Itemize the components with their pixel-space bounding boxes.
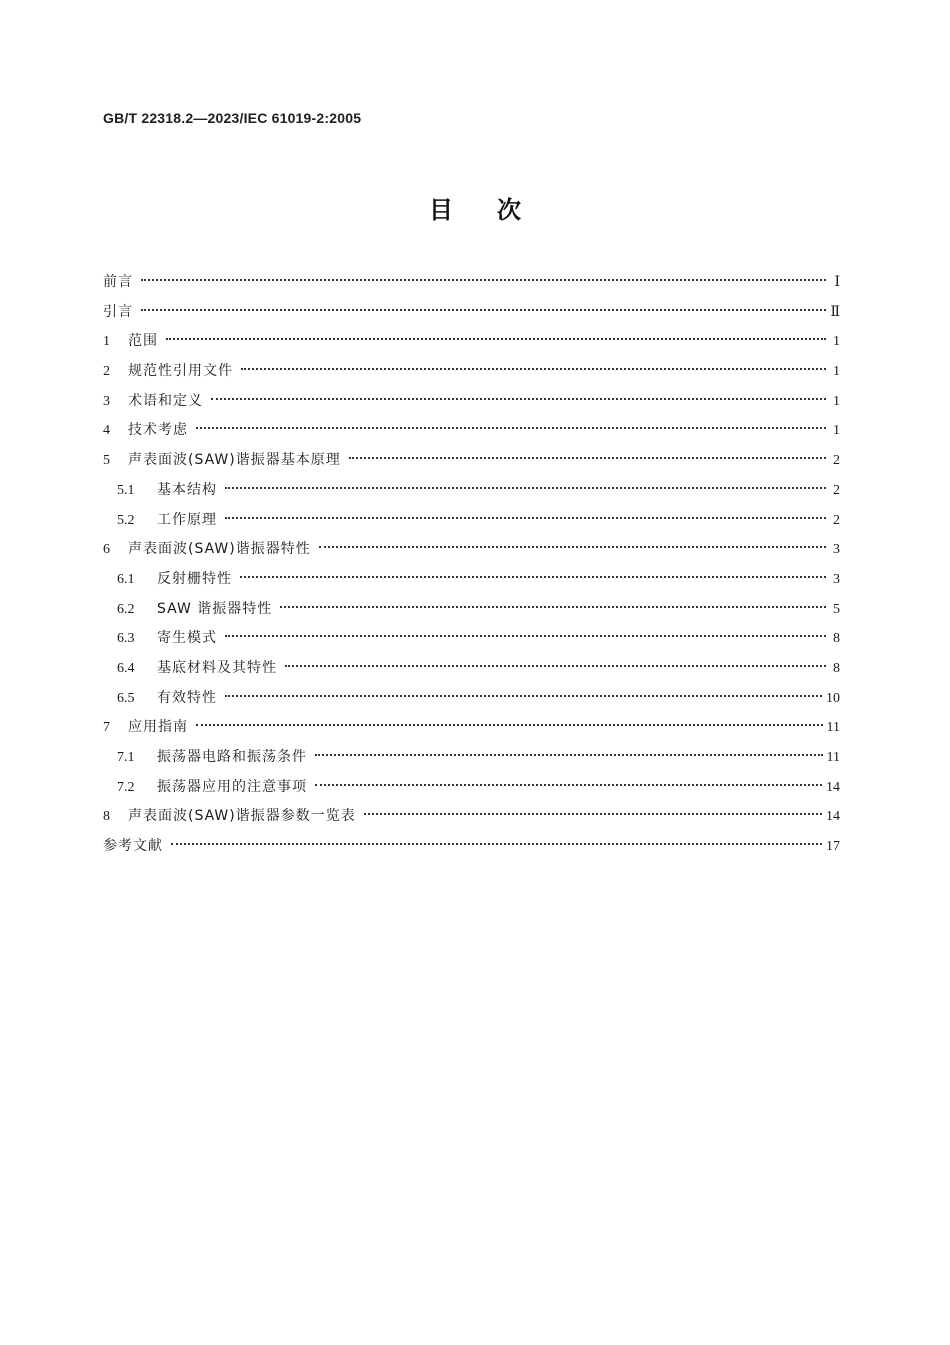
toc-entry-6-5[interactable]: [103, 684, 840, 714]
dot-leader: [225, 517, 826, 519]
dot-leader: [240, 576, 826, 578]
toc-entry-1[interactable]: [103, 327, 840, 357]
toc-entry-page: 11: [826, 750, 840, 765]
toc-entry-number: 6.1: [117, 571, 135, 587]
toc-entry-page: 1: [833, 393, 840, 409]
dot-leader: [141, 279, 826, 281]
dot-leader: [280, 606, 826, 608]
toc-entry-page: 14: [826, 809, 840, 825]
toc-entry-6[interactable]: [103, 535, 840, 565]
dot-leader: [211, 398, 826, 400]
toc-entry-7-2[interactable]: [103, 773, 840, 803]
toc-entry-label: 规范性引用文件: [128, 363, 233, 380]
toc-entry-page: Ⅱ: [830, 304, 840, 320]
toc-entry-page: 1: [833, 364, 840, 380]
toc-entry-page: 2: [833, 482, 840, 498]
table-of-contents: [103, 268, 840, 862]
toc-entry-label: 有效特性: [157, 689, 217, 706]
dot-leader: [225, 695, 822, 697]
toc-entry-number: 7: [103, 720, 110, 736]
toc-entry-number: 2: [103, 364, 110, 380]
toc-entry-label: SAW 谐振器特性: [157, 600, 273, 617]
toc-entry-page: 11: [826, 720, 840, 736]
toc-entry-label: 振荡器应用的注意事项: [157, 778, 307, 795]
toc-entry-6-4[interactable]: [103, 654, 840, 684]
toc-entry-number: 5.2: [117, 512, 135, 528]
toc-entry-label: 声表面波(SAW)谐振器参数一览表: [128, 808, 356, 825]
toc-entry-label: 基底材料及其特性: [157, 659, 277, 676]
dot-leader: [141, 309, 826, 311]
toc-entry-label: 基本结构: [157, 481, 217, 498]
toc-entry-foreword[interactable]: [103, 268, 840, 298]
toc-entry-label: 反射栅特性: [157, 570, 232, 587]
toc-entry-page: 3: [833, 542, 840, 558]
toc-entry-number: 1: [103, 334, 110, 350]
page-title: 目次: [429, 196, 565, 224]
dot-leader: [241, 368, 826, 370]
dot-leader: [319, 546, 826, 548]
toc-entry-6-1[interactable]: [103, 565, 840, 595]
toc-entry-7-1[interactable]: [103, 743, 840, 773]
toc-entry-page: 8: [833, 631, 840, 647]
toc-entry-label: 声表面波(SAW)谐振器基本原理: [128, 452, 341, 469]
toc-entry-5-1[interactable]: [103, 476, 840, 506]
toc-entry-number: 5: [103, 453, 110, 469]
toc-entry-3[interactable]: [103, 387, 840, 417]
toc-entry-6-2[interactable]: [103, 595, 840, 625]
toc-entry-number: 3: [103, 393, 110, 409]
toc-entry-number: 8: [103, 809, 110, 825]
toc-entry-page: 5: [833, 601, 840, 617]
dot-leader: [315, 754, 823, 756]
toc-entry-label: 工作原理: [157, 511, 217, 528]
toc-entry-8[interactable]: [103, 802, 840, 832]
toc-entry-bibliography[interactable]: [103, 832, 840, 862]
dot-leader: [166, 338, 826, 340]
toc-entry-page: Ⅰ: [834, 275, 840, 290]
toc-entry-label: 引言: [103, 303, 133, 320]
toc-entry-number: 6.5: [117, 690, 135, 706]
toc-entry-5[interactable]: [103, 446, 840, 476]
toc-entry-label: 范围: [128, 333, 158, 350]
toc-entry-page: 17: [826, 839, 840, 855]
toc-entry-page: 14: [826, 779, 840, 795]
toc-entry-page: 3: [833, 571, 840, 587]
toc-entry-number: 6: [103, 542, 110, 558]
toc-entry-number: 6.2: [117, 601, 135, 617]
dot-leader: [171, 843, 822, 845]
toc-entry-page: 2: [833, 453, 840, 469]
toc-entry-2[interactable]: [103, 357, 840, 387]
toc-entry-number: 6.4: [117, 660, 135, 676]
dot-leader: [225, 487, 826, 489]
dot-leader: [364, 813, 822, 815]
toc-entry-label: 应用指南: [128, 719, 188, 736]
toc-entry-page: 2: [833, 512, 840, 528]
dot-leader: [196, 724, 823, 726]
toc-entry-page: 1: [833, 423, 840, 439]
toc-entry-label: 参考文献: [103, 838, 163, 855]
dot-leader: [285, 665, 826, 667]
toc-entry-5-2[interactable]: [103, 506, 840, 536]
dot-leader: [225, 635, 826, 637]
toc-entry-7[interactable]: [103, 713, 840, 743]
toc-entry-label: 振荡器电路和振荡条件: [157, 749, 307, 765]
toc-entry-label: 寄生模式: [157, 630, 217, 647]
toc-entry-label: 前言: [103, 274, 133, 290]
dot-leader: [349, 457, 826, 459]
toc-entry-number: 4: [103, 423, 110, 439]
toc-entry-number: 7.2: [117, 779, 135, 795]
toc-entry-number: 7.1: [117, 750, 135, 765]
toc-entry-label: 术语和定义: [128, 392, 203, 409]
toc-entry-page: 10: [826, 690, 840, 706]
toc-entry-number: 5.1: [117, 482, 135, 498]
toc-entry-label: 技术考虑: [128, 422, 188, 439]
toc-entry-introduction[interactable]: [103, 298, 840, 328]
dot-leader: [196, 427, 826, 429]
toc-entry-4[interactable]: [103, 416, 840, 446]
standard-number-header: GB/T 22318.2—2023/IEC 61019-2:2005: [103, 110, 362, 126]
toc-entry-number: 6.3: [117, 631, 135, 647]
toc-entry-6-3[interactable]: [103, 624, 840, 654]
dot-leader: [315, 784, 822, 786]
toc-entry-label: 声表面波(SAW)谐振器特性: [128, 541, 311, 558]
toc-entry-page: 8: [833, 660, 840, 676]
toc-entry-page: 1: [833, 334, 840, 350]
